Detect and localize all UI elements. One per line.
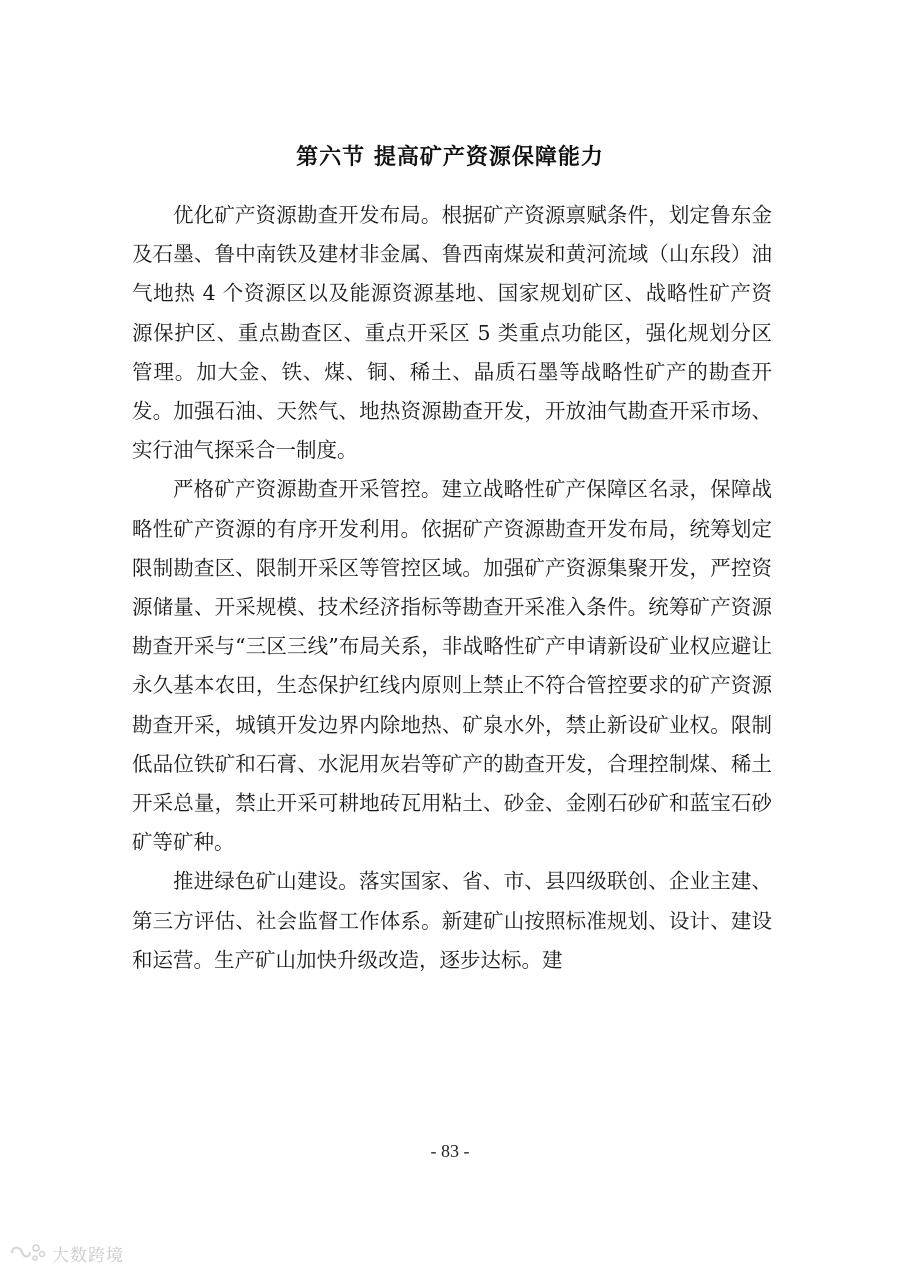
- page-number: - 83 -: [430, 1141, 470, 1161]
- paragraph-lead: 优化矿产资源勘查开发布局。: [173, 203, 442, 227]
- section-title: 第六节 提高矿产资源保障能力: [296, 145, 604, 170]
- paragraph-body: 根据矿产资源禀赋条件，划定鲁东金及石墨、鲁中南铁及建材非金属、鲁西南煤炭和黄河流域（山东段）油气地热 4 个资源区以及能源资源基地、国家规划矿区、战略性矿产资源保护区、重点勘查区、重点开采区 5 类重点功能区，强化规划分区管理。加大金、铁、煤、铜、稀土、晶质石墨等战略性矿产的勘查开发。加强石油、天然气、地热资源勘查开发，开放油气勘查开采市场、实行油气探采合一制度。: [132, 203, 773, 463]
- paragraph-body: 建立战略性矿产保障区名录，保障战略性矿产资源的有序开发利用。依据矿产资源勘查开发布局，统筹划定限制勘查区、限制开采区等管控区域。加强矿产资源集聚开发，严控资源储量、开采规模、技术经济指标等勘查开采准入条件。统筹矿产资源勘查开采与“三区三线”布局关系，非战略性矿产申请新设矿业权应避让永久基本农田，生态保护红线内原则上禁止不符合管控要求的矿产资源勘查开采，城镇开发边界内除地热、矿泉水外，禁止新设矿业权。限制低品位铁矿和石膏、水泥用灰岩等矿产的勘查开发，合理控制煤、稀土开采总量，禁止开采可耕地砖瓦用粘土、砂金、金刚石砂矿和蓝宝石砂矿等矿种。: [132, 477, 773, 855]
- paragraph-lead: 推进绿色矿山建设。: [173, 869, 359, 894]
- watermark-logo-icon: [8, 1241, 48, 1265]
- paragraph-lead: 严格矿产资源勘查开采管控。: [173, 477, 442, 502]
- body-text: [132, 196, 772, 980]
- watermark: [8, 1238, 124, 1268]
- paragraph-mining-control: [132, 470, 772, 862]
- paragraph-mineral-layout: [132, 196, 772, 470]
- paragraph-body: 落实国家、省、市、县四级联创、企业主建、第三方评估、社会监督工作体系。新建矿山按照标准规划、设计、建设和运营。生产矿山加快升级改造，逐步达标。建: [132, 869, 773, 972]
- paragraph-green-mines: [132, 862, 772, 980]
- watermark-text: 大数跨境: [52, 1245, 124, 1266]
